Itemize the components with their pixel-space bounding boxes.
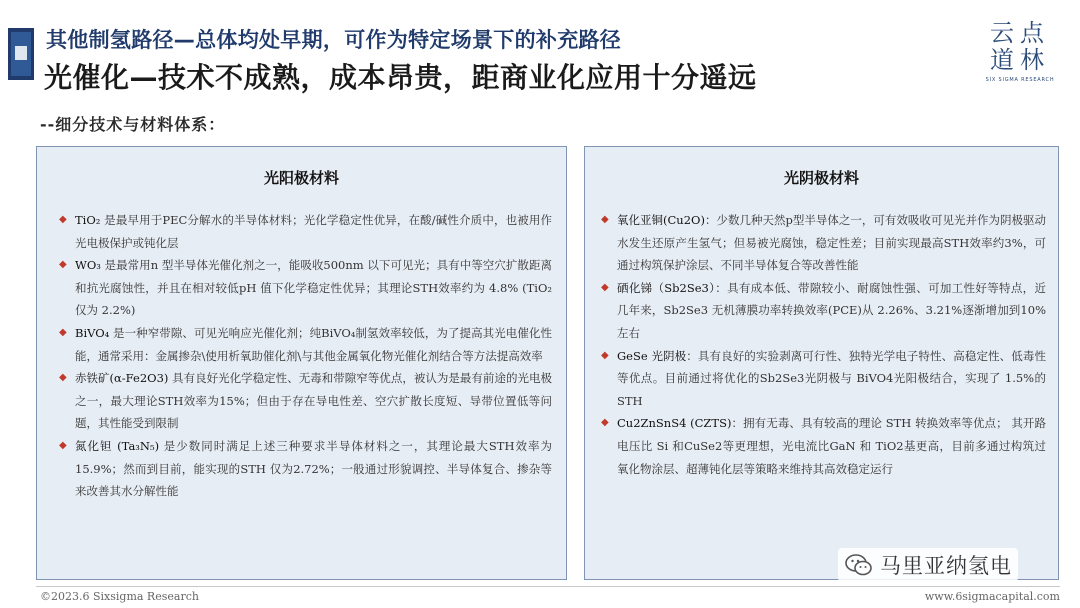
item-text: 是最常用n 型半导体光催化剂之一，能吸收500nm 以下可见光；具有中等空穴扩散距离和抗光腐蚀性，并且在相对较低pH 值下化学稳定性优异；其理论STH效率约为 4.8% (TiO₂仅为 2.2%) xyxy=(75,258,552,318)
footer-website[interactable]: www.6sigmacapital.com xyxy=(924,590,1060,603)
bullet-icon: ◆ xyxy=(601,214,609,225)
list-item xyxy=(57,254,552,322)
item-term: WO₃ xyxy=(75,258,101,273)
section-marker-icon xyxy=(8,28,34,80)
item-term: TiO₂ xyxy=(75,213,101,227)
item-text: ：少数几种天然p型半导体之一，可有效吸收可见光并作为阴极驱动水发生还原产生氢气；但易被光腐蚀，稳定性差；目前实现最高STH效率约3%，可通过构筑保护涂层、不同半导体复合等改善性能 xyxy=(617,213,1046,273)
watermark-text: 马里亚纳氢电 xyxy=(880,554,1012,578)
list-item xyxy=(57,209,552,254)
photoanode-list xyxy=(57,209,552,503)
item-text: ：具有良好的实验剥离可行性、独特光学电子特性、高稳定性、低毒性等优点。目前通过将优化的Sb2Se3光阴极与 BiVO4光阳极结合，实现了 1.5%的 STH xyxy=(617,348,1046,408)
footer-copyright: ©2023.6 Sixsigma Research xyxy=(40,590,199,603)
panel-heading: 光阳极材料 xyxy=(263,169,339,187)
bullet-icon: ◆ xyxy=(59,259,67,271)
item-term: 硒化锑（Sb2Se3） xyxy=(617,280,716,295)
item-term: GeSe 光阴极 xyxy=(617,348,687,363)
brand-logo-line1: 云点 xyxy=(990,19,1050,47)
page-title-line2: 光催化—技术不成熟，成本昂贵，距商业化应用十分遥远 xyxy=(44,61,757,94)
item-term: Cu2ZnSnS4 (CZTS) xyxy=(617,416,732,431)
item-text: 是一种窄带隙、可见光响应光催化剂；纯BiVO₄制氢效率较低，为了提高其光电催化性能，通常采用：金属掺杂\使用析氧助催化剂\与其他金属氧化物光催化剂结合等方法提高效率 xyxy=(75,325,552,363)
item-term: 氮化钽 (Ta₃N₅) xyxy=(75,438,160,453)
brand-logo-subtitle: SIX SIGMA RESEARCH xyxy=(985,77,1055,83)
subheading: --细分技术与材料体系： xyxy=(40,115,226,134)
bullet-icon: ◆ xyxy=(601,281,609,293)
item-text: 是最早用于PEC分解水的半导体材料；光化学稳定性优异，在酸/碱性介质中，也被用作光电极保护或钝化层 xyxy=(75,213,552,250)
brand-logo-line2: 道林 xyxy=(990,46,1050,74)
brand-logo xyxy=(972,20,1068,83)
item-term: 氧化亚铜(Cu2O) xyxy=(617,213,705,227)
bullet-icon: ◆ xyxy=(59,214,67,225)
item-term: 赤铁矿(α-Fe2O3) xyxy=(75,371,169,386)
item-term: BiVO₄ xyxy=(75,325,110,340)
list-item xyxy=(599,209,1046,277)
bullet-icon: ◆ xyxy=(601,417,609,429)
photocathode-panel xyxy=(584,146,1059,580)
bullet-icon: ◆ xyxy=(59,372,67,384)
item-text: ：拥有无毒、具有较高的理论 STH 转换效率等优点； 其开路电压比 Si 和CuSe2等更理想，光电流比GaN 和 TiO2基更高，目前多通过构筑过氧化物涂层、超薄钝化层等策略来维持其高效稳定运行 xyxy=(617,416,1046,476)
photocathode-list xyxy=(599,209,1046,480)
wechat-watermark xyxy=(838,548,1018,582)
list-item xyxy=(57,367,552,435)
photoanode-panel xyxy=(36,146,567,580)
bullet-icon: ◆ xyxy=(601,349,609,361)
panel-heading: 光阴极材料 xyxy=(783,169,859,187)
item-text: ：具有成本低、带隙较小、耐腐蚀性强、可加工性好等特点，近几年来，Sb2Se3 无机薄膜功率转换效率(PCE)从 2.26%、3.21%逐渐增加到10%左右 xyxy=(617,280,1046,340)
item-text: 具有良好光化学稳定性、无毒和带隙窄等优点，被认为是最有前途的光电极之一，最大理论STH效率为15%；但由于存在导电性差、空穴扩散长度短、导带位置低等问题，其性能受到限制 xyxy=(75,371,553,431)
list-item xyxy=(57,435,552,503)
list-item xyxy=(57,322,552,367)
bullet-icon: ◆ xyxy=(59,326,67,338)
item-text: 是少数同时满足上述三种要求半导体材料之一，其理论最大STH效率为15.9%；然而到目前，能实现的STH 仅为2.72%；一般通过形貌调控、半导体复合、掺杂等来改善其水分解性能 xyxy=(75,438,553,499)
list-item xyxy=(599,277,1046,345)
bullet-icon: ◆ xyxy=(59,439,67,451)
list-item xyxy=(599,345,1046,413)
wechat-icon xyxy=(844,552,874,578)
page-title-line1: 其他制氢路径—总体均处早期，可作为特定场景下的补充路径 xyxy=(46,28,622,52)
footer-divider xyxy=(36,586,1060,587)
list-item xyxy=(599,412,1046,480)
